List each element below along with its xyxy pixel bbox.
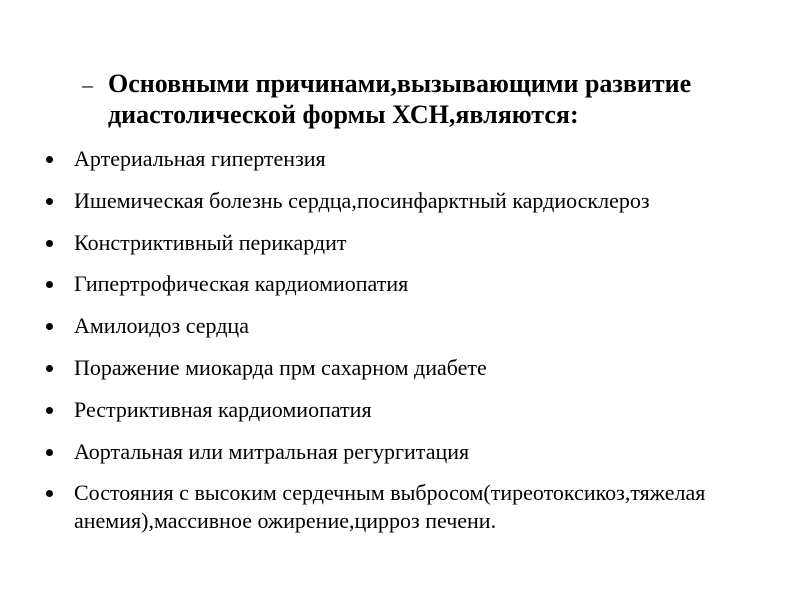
list-item [40,145,760,173]
list-item [40,438,760,466]
dash-bullet: – [82,72,93,97]
list-item-text: Рестриктивная кардиомиопатия [74,396,372,422]
bullet-dot-icon [46,365,53,372]
list-item [40,354,760,382]
bullet-dot-icon [46,240,53,247]
list-item [40,396,760,424]
bullet-dot-icon [46,198,53,205]
list-item-text: Артериальная гипертензия [74,146,326,171]
list-item-text: Гипертрофическая кардиомиопатия [74,271,409,297]
list-item-text: Состояния с высоким сердечным выбросом(тиреотоксикоз,тяжелая анемия),массивное ожирение,цирроз печени. [74,480,706,534]
bullet-dot-icon [46,323,53,330]
list-item [40,229,760,257]
bullet-dot-icon [46,407,53,414]
list-item-text: Амилоидоз сердца [74,313,249,339]
list-item-text: Поражение миокарда прм сахарном диабете [74,354,487,380]
list-item-text: Ишемическая болезнь сердца,посинфарктный кардиосклероз [74,187,650,213]
bullet-dot-icon [46,281,53,288]
list-item-text: Аортальная или митральная регургитация [74,438,470,464]
list-item [40,479,760,535]
list-item [40,312,760,340]
bullet-dot-icon [46,156,53,163]
list-item [40,187,760,215]
list-item-text: Констриктивный перикардит [74,229,347,255]
slide-heading: Основными причинами,вызывающими развитие диастолической формы ХСН,являются: [108,69,692,129]
list-item [40,270,760,298]
bullet-list [40,145,760,549]
bullet-dot-icon [46,449,53,456]
bullet-dot-icon [46,490,53,497]
